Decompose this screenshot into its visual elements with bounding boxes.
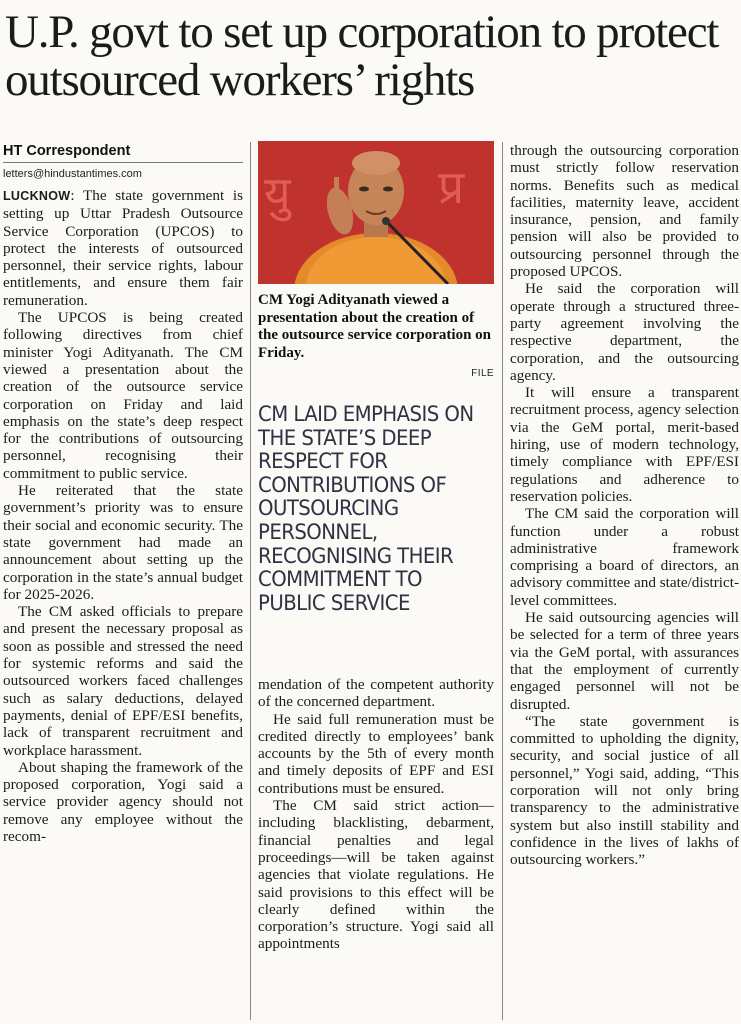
paragraph xyxy=(3,187,243,309)
photo-illustration xyxy=(258,141,494,284)
article-photo xyxy=(258,141,494,284)
paragraph: He said the corporation will operate through a structured three-party agreement involving the respective department, the corporation, and the outsourcing agency. xyxy=(510,280,739,384)
paragraph: He said outsourcing agencies will be selected for a term of three years via the GeM portal, with assurances that the employment of currently engaged personnel will not be disrupted. xyxy=(510,609,739,713)
paragraph: “The state government is committed to upholding the dignity, security, and social justice of all personnel,” Yogi said, adding, “This corporation will not only bring transparency to the administrative system but also instill stability and confidence in the lives of lakhs of outsourcing workers.” xyxy=(510,712,739,869)
paragraph: through the outsourcing corporation must strictly follow reservation norms. Benefits such as medical facilities, maternity leave, accident insurance, pension, and family pension will also be provided to outsourcing personnel through the proposed UPCOS. xyxy=(510,142,739,281)
paragraph: It will ensure a transparent recruitment process, agency selection via the GeM portal, merit-based hiring, use of modern technology, timely compliance with EPF/ESI regulations and adherence to reservation policies. xyxy=(510,384,739,505)
dateline: LUCKNOW xyxy=(3,189,71,203)
paragraph-text: : The state government is setting up Uttar Pradesh Outsource Service Corporation (UPCOS) to protect the interests of outsourced personnel, their service rights, labour entitlements, and ensure them fair remuneration. xyxy=(3,187,243,309)
photo-credit: FILE xyxy=(471,368,494,379)
column-rule-1 xyxy=(250,142,251,1020)
pull-quote: CM LAID EMPHASIS ON THE STATE’S DEEP RESPECT FOR CONTRIBUTIONS OF OUTSOURCING PERSONNEL, RECOGNISING THEIR COMMITMENT TO PUBLIC SERVICE xyxy=(258,401,474,615)
paragraph: He said full remuneration must be credited directly to employees’ bank accounts by the 5th of every month and timely deposits of EPF and ESI contributions must be ensured. xyxy=(258,710,494,797)
column-rule-2 xyxy=(502,142,503,1020)
article-column-1 xyxy=(3,142,243,845)
byline-email: letters@hindustantimes.com xyxy=(3,168,142,180)
svg-text:यु: यु xyxy=(264,166,291,220)
paragraph: The UPCOS is being created following directives from chief minister Yogi Adityanath. The CM viewed a presentation about the creation of the outsource service corporation on Friday and laid emphasis on the state’s deep respect for the contributions of outsourcing personnel, recognising their commitment to public service. xyxy=(3,309,243,482)
article-column-3 xyxy=(510,142,739,868)
paragraph: The CM said strict action—including blacklisting, debarment, financial penalties and legal proceedings—will be taken against agencies that violate regulations. He said provisions to this effect will be clearly defined within the corporation’s structure. Yogi said all appointments xyxy=(258,797,494,953)
svg-text:प्र: प्र xyxy=(438,160,465,214)
article-column-2 xyxy=(258,676,494,953)
paragraph: The CM asked officials to prepare and present the necessary proposal as soon as possible and stressed the need for systemic reforms and said the outsourced workers faced challenges such as salary deductions, delayed payments, denial of EPF/ESI benefits, lack of transparent recruitment and workplace harassment. xyxy=(3,603,243,759)
headline: U.P. govt to set up corporation to protect outsourced workers’ rights xyxy=(5,6,719,106)
photo-caption: CM Yogi Adityanath viewed a presentation about the creation of the outsource service corporation on Friday. xyxy=(258,292,492,361)
paragraph: mendation of the competent authority of the concerned department. xyxy=(258,676,494,711)
paragraph: He reiterated that the state government’s priority was to ensure their social and economic security. The state government had made an announcement about setting up the corporation in the state’s annual budget for 2025-2026. xyxy=(3,482,243,603)
byline: HT Correspondent xyxy=(3,142,243,163)
paragraph: About shaping the framework of the proposed corporation, Yogi said a service provider agency should not remove any employee without the recom- xyxy=(3,758,243,845)
paragraph: The CM said the corporation will function under a robust administrative framework comprising a board of directors, an advisory committee and state/district-level committees. xyxy=(510,505,740,609)
